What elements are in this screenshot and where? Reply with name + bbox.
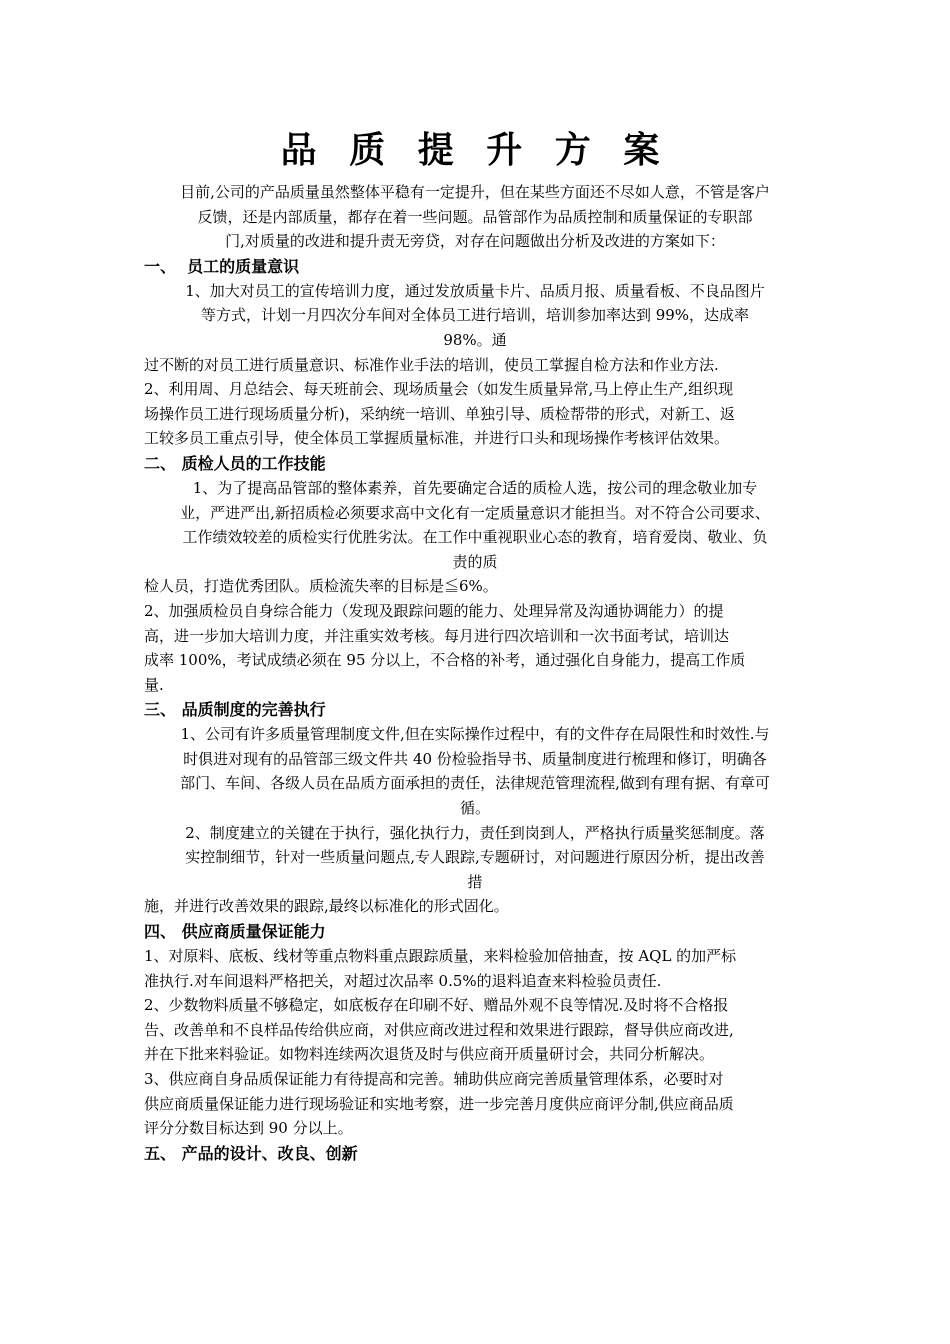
- section-heading: 五、 产品的设计、改良、创新: [144, 1143, 358, 1163]
- text-line: 准执行.对车间退料严格把关，对超过次品率 0.5%的退料追查来料检验员责任.: [144, 971, 662, 990]
- paragraph: [144, 944, 806, 993]
- text-line: 循。: [459, 799, 490, 818]
- text-line: 98%。通: [443, 330, 507, 349]
- text-line: 场操作员工进行现场质量分析)，采纳统一培训、单独引导、质检帮带的形式，对新工、返: [144, 404, 735, 423]
- text-line: 反馈，还是内部质量，都存在着一些问题。品管部作为品质控制和质量保证的专职部: [197, 207, 753, 226]
- document-body: [144, 180, 806, 1166]
- text-line: 2、少数物料质量不够稳定，如底板存在印刷不好、赠品外观不良等情况.及时将不合格报: [144, 996, 729, 1015]
- paragraph: [144, 353, 806, 378]
- text-line: 实控制细节，针对一些质量问题点,专人跟踪,专题研讨，对问题进行原因分析，提出改善: [185, 848, 765, 867]
- text-line: 业，严进严出,新招质检必须要求高中文化有一定质量意识才能担当。对不符合公司要求、: [180, 503, 770, 522]
- text-line: 3、供应商自身品质保证能力有待提高和完善。辅助供应商完善质量管理体系，必要时对: [144, 1070, 724, 1088]
- text-line: 时俱进对现有的品管部三级文件共 40 份检验指导书、质量制度进行梳理和修订，明确各: [183, 749, 767, 768]
- section-heading: 四、 供应商质量保证能力: [144, 922, 326, 942]
- paragraph: [144, 377, 806, 451]
- paragraph: [144, 279, 806, 353]
- document-title: 品 质 提 升 方 案: [280, 130, 670, 171]
- text-line: 责的质: [452, 552, 498, 571]
- paragraph: [144, 574, 806, 599]
- text-line: 门,对质量的改进和提升责无旁贷，对存在问题做出分析及改进的方案如下：: [225, 232, 725, 251]
- section-heading: 三、 品质制度的完善执行: [144, 700, 326, 720]
- text-line: 目前,公司的产品质量虽然整体平稳有一定提升，但在某些方面还不尽如人意，不管是客户: [180, 183, 770, 201]
- text-line: 2、利用周、月总结会、每天班前会、现场质量会（如发生质量异常,马上停止生产,组织现: [144, 380, 734, 399]
- text-line: 成率 100%，考试成绩必须在 95 分以上，不合格的补考，通过强化自身能力，提高工作质: [144, 651, 746, 670]
- text-line: 部门、车间、各级人员在品质方面承担的责任，法律规范管理流程,做到有理有据、有章可: [180, 774, 770, 793]
- text-line: 检人员，打造优秀团队。质检流失率的目标是≦6%。: [144, 577, 498, 596]
- paragraph: [144, 821, 806, 895]
- section-heading: 一、 员工的质量意识: [144, 256, 300, 276]
- text-line: 供应商质量保证能力进行现场验证和实地考察，进一步完善月度供应商评分制,供应商品质: [144, 1094, 734, 1113]
- section-heading: 二、 质检人员的工作技能: [144, 453, 326, 473]
- text-line: 2、制度建立的关键在于执行，强化执行力，责任到岗到人，严格执行质量奖惩制度。落: [185, 823, 765, 842]
- paragraph: [144, 993, 806, 1067]
- paragraph: [144, 722, 806, 820]
- text-line: 过不断的对员工进行质量意识、标准作业手法的培训，使员工掌握自检方法和作业方法.: [144, 355, 719, 374]
- text-line: 高，进一步加大培训力度，并注重实效考核。每月进行四次培训和一次书面考试，培训达: [144, 626, 730, 645]
- text-line: 1、加大对员工的宣传培训力度，通过发放质量卡片、品质月报、质量看板、不良品图片: [185, 281, 765, 300]
- text-line: 工较多员工重点引导，使全体员工掌握质量标准，并进行口头和现场操作考核评估效果。: [144, 429, 730, 448]
- section: [144, 254, 806, 451]
- section: [144, 451, 806, 697]
- section: [144, 697, 806, 919]
- paragraph: [144, 476, 806, 574]
- paragraph: [144, 1067, 806, 1141]
- intro-paragraph: [144, 180, 806, 254]
- paragraph: [144, 894, 806, 919]
- text-line: 并在下批来料验证。如物料连续两次退货及时与供应商开质量研讨会，共同分析解决。: [144, 1045, 715, 1064]
- text-line: 评分分数目标达到 90 分以上。: [144, 1119, 353, 1138]
- text-line: 施，并进行改善效果的跟踪,最终以标准化的形式固化。: [144, 897, 509, 916]
- text-line: 等方式，计划一月四次分车间对全体员工进行培训，培训参加率达到 99%，达成率: [200, 306, 750, 325]
- text-line: 告、改善单和不良样品传给供应商，对供应商改进过程和效果进行跟踪，督导供应商改进,: [144, 1020, 734, 1039]
- paragraph: [144, 599, 806, 697]
- section: [144, 1141, 806, 1166]
- section: [144, 919, 806, 1141]
- text-line: 1、对原料、底板、线材等重点物料重点跟踪质量，来料检验加倍抽查，按 AQL 的加严标: [144, 947, 737, 966]
- text-line: 措: [467, 872, 483, 891]
- text-line: 1、为了提高品管部的整体素养，首先要确定合适的质检人选，按公司的理念敬业加专: [192, 478, 758, 497]
- text-line: 量.: [144, 675, 164, 694]
- text-line: 工作绩效较差的质检实行优胜劣汰。在工作中重视职业心态的教育，培育爱岗、敬业、负: [182, 528, 768, 547]
- text-line: 2、加强质检员自身综合能力（发现及跟踪问题的能力、处理异常及沟通协调能力）的提: [144, 601, 724, 620]
- text-line: 1、公司有许多质量管理制度文件,但在实际操作过程中，有的文件存在局限性和时效性.与: [180, 725, 770, 744]
